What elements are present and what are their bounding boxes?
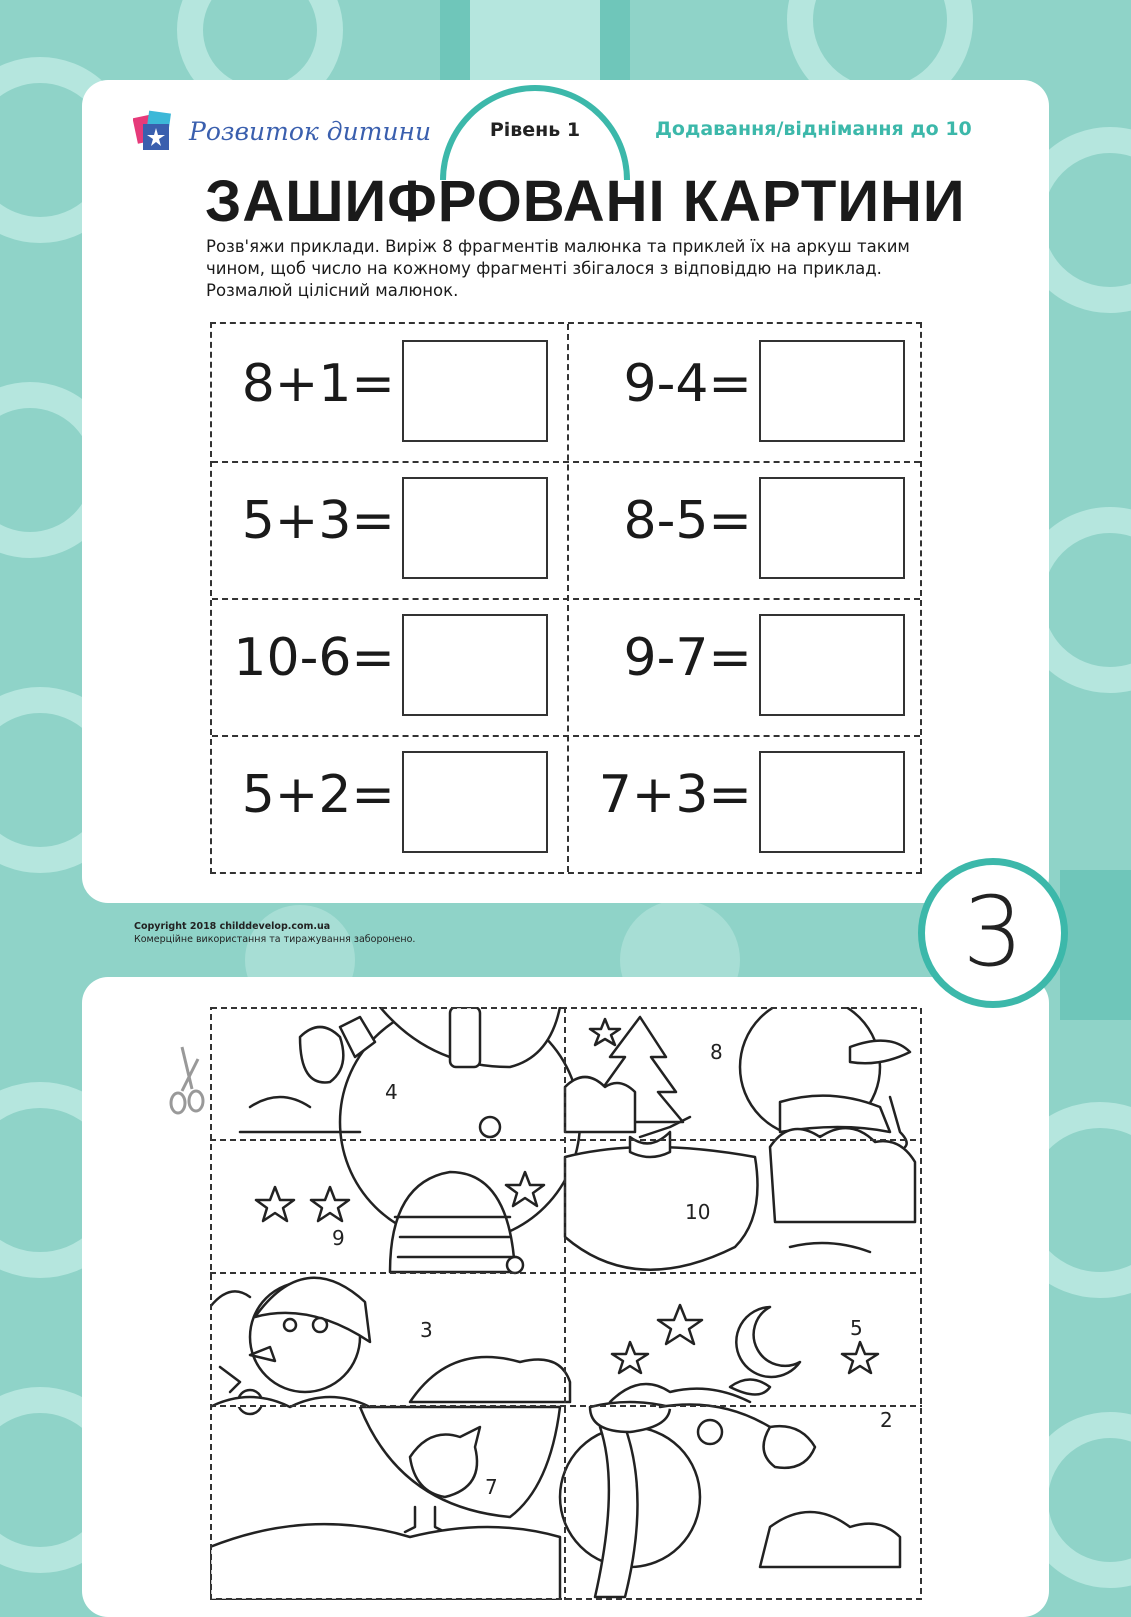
copyright-notice: Комерційне використання та тиражування заборонено. (134, 934, 416, 945)
fragment-number: 2 (880, 1408, 893, 1432)
equation-cell (569, 324, 924, 461)
equation-grid (210, 322, 922, 874)
puzzle-piece[interactable] (560, 1402, 900, 1597)
equation-text: 5+3= (241, 491, 395, 551)
equation-cell (212, 324, 567, 461)
level-label: Рівень 1 (489, 119, 581, 141)
equation-text: 8+1= (241, 354, 395, 414)
equation-cell (569, 735, 924, 872)
instructions: Розв'яжи приклади. Виріж 8 фрагментів малюнка та приклей їх на аркуш таким чином, щоб число на кожному фрагменті збігалося з відповіддю на приклад. Розмалюй цілісний малюнок. (206, 237, 910, 300)
equation-text: 9-4= (623, 354, 752, 414)
fragment-number: 9 (332, 1226, 345, 1250)
fragment-number: 7 (485, 1475, 498, 1499)
equation-cell (212, 461, 567, 598)
equation-cell (212, 598, 567, 735)
answer-box[interactable] (402, 751, 548, 853)
fragment-number: 4 (385, 1080, 398, 1104)
answer-box[interactable] (402, 477, 548, 579)
answer-box[interactable] (759, 340, 905, 442)
fragment-number: 8 (710, 1040, 723, 1064)
copyright (134, 920, 415, 946)
puzzle-piece[interactable] (210, 1278, 570, 1414)
page-title: ЗАШИФРОВАНІ КАРТИНИ (205, 169, 966, 234)
equation-text: 7+3= (598, 765, 752, 825)
copyright-line: Copyright 2018 childdevelop.com.ua (134, 921, 331, 932)
puzzle-piece[interactable] (565, 1128, 915, 1270)
equation-cell (569, 598, 924, 735)
logo-text: Розвиток дитини (189, 116, 432, 146)
subject-label: Додавання/віднімання до 10 (655, 118, 972, 140)
answer-box[interactable] (402, 614, 548, 716)
equation-text: 5+2= (241, 765, 395, 825)
fragment-number: 5 (850, 1316, 863, 1340)
equation-text: 8-5= (623, 491, 752, 551)
puzzle-picture (210, 1007, 922, 1600)
fragment-number: 10 (685, 1200, 711, 1224)
puzzle-piece[interactable] (565, 1007, 910, 1147)
puzzle-piece[interactable] (210, 1397, 560, 1600)
equation-cell (212, 735, 567, 872)
page-number: 3 (962, 876, 1024, 988)
scissors-icon (168, 1045, 208, 1117)
puzzle-piece[interactable] (610, 1305, 878, 1402)
answer-box[interactable] (759, 751, 905, 853)
logo (133, 108, 431, 154)
logo-icon (133, 108, 179, 154)
answer-box[interactable] (402, 340, 548, 442)
fragment-number: 3 (420, 1318, 433, 1342)
equation-text: 10-6= (233, 628, 395, 688)
equation-text: 9-7= (623, 628, 752, 688)
equation-cell (569, 461, 924, 598)
answer-box[interactable] (759, 614, 905, 716)
answer-box[interactable] (759, 477, 905, 579)
